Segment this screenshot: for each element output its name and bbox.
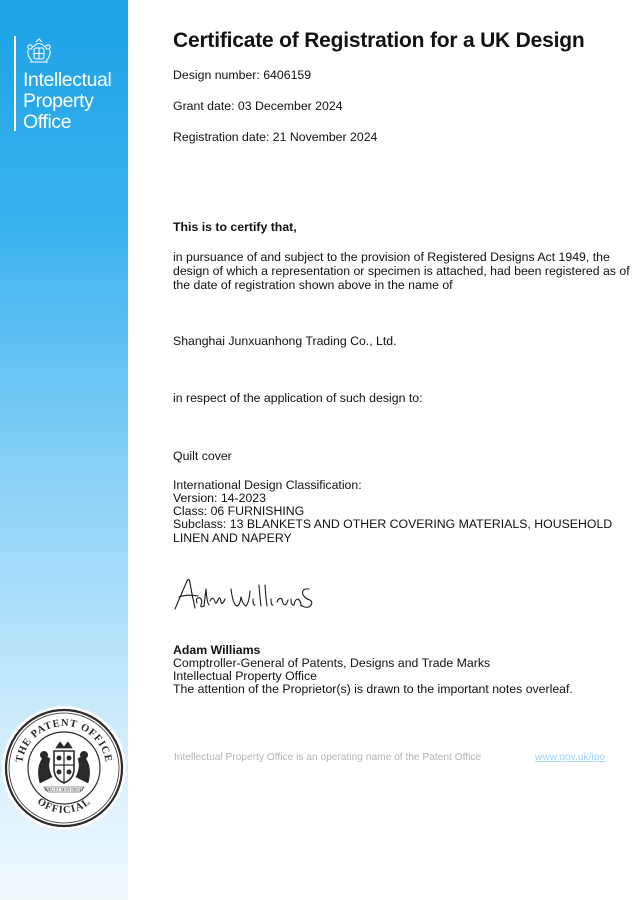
patent-office-seal [0, 703, 128, 833]
product-name: Quilt cover [173, 449, 232, 463]
footer-operating-name: Intellectual Property Office is an operating name of the Patent Office [174, 752, 482, 763]
logo-divider [14, 36, 16, 131]
logo-line-3: Office [23, 111, 72, 133]
logo-text [23, 70, 111, 133]
page-title: Certificate of Registration for a UK Design [173, 29, 585, 52]
design-number: Design number: 6406159 [173, 68, 312, 82]
logo-line-2: Property [23, 90, 94, 112]
seal-bottom-text: OFFICIAL [35, 796, 93, 817]
proprietor-name: Shanghai Junxuanhong Trading Co., Ltd. [173, 334, 397, 348]
seal-top-text: THE PATENT OFFICE [14, 717, 114, 764]
proprietor-notice: The attention of the Proprietor(s) is drawn to the important notes overleaf. [173, 682, 573, 696]
footer-website-link[interactable]: www.gov.uk/ipo [535, 752, 606, 763]
classification-version: Version: 14-2023 [173, 491, 266, 505]
ipo-logo [14, 36, 124, 131]
royal-crest-icon [24, 36, 54, 66]
pursuance-paragraph: in pursuance of and subject to the provision of Registered Designs Act 1949, the design of which a representation or specimen is attached, had been registered as of the date of registration shown above in the name of [173, 250, 630, 292]
grant-date: Grant date: 03 December 2024 [173, 99, 343, 113]
registration-date: Registration date: 21 November 2024 [173, 130, 378, 144]
signatory-role: Comptroller-General of Patents, Designs and Trade Marks [173, 656, 491, 670]
classification-heading: International Design Classification: [173, 478, 362, 492]
signature-text: Adam Williams [173, 575, 180, 576]
logo-line-1: Intellectual [23, 69, 112, 91]
classification-class: Class: 06 FURNISHING [173, 504, 305, 518]
certify-heading: This is to certify that, [173, 220, 297, 234]
sidebar [0, 0, 128, 900]
seal-motto: DIEU ET MON DROIT [44, 787, 84, 792]
signatory-office: Intellectual Property Office [173, 669, 317, 683]
signatory-name: Adam Williams [173, 643, 261, 657]
signature [173, 575, 333, 615]
respect-text: in respect of the application of such design to: [173, 391, 423, 405]
classification-subclass: Subclass: 13 BLANKETS AND OTHER COVERING MATERIALS, HOUSEHOLD LINEN AND NAPERY [173, 517, 613, 545]
